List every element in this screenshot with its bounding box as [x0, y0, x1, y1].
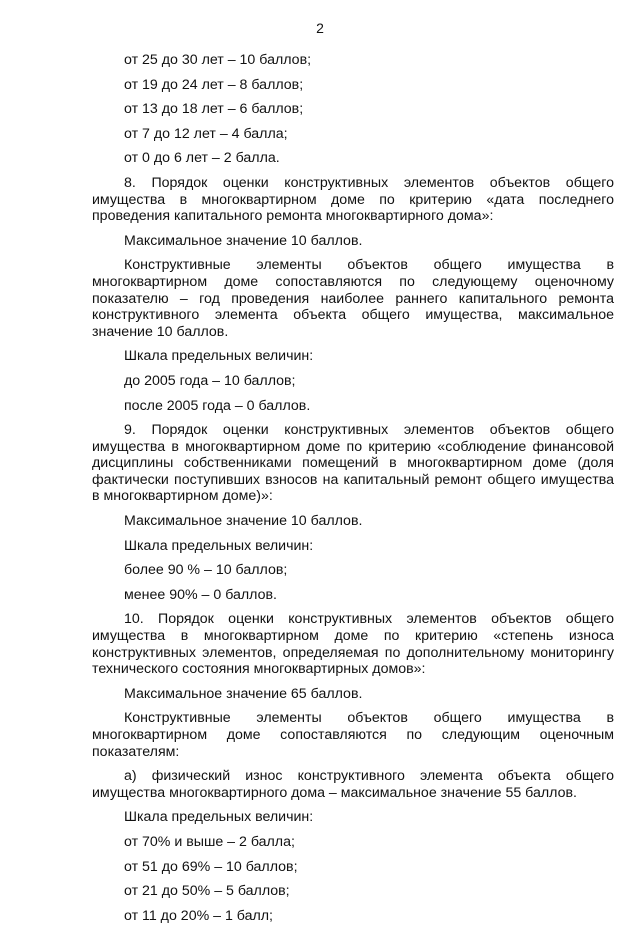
scale-item-19-24: от 19 до 24 лет – 8 баллов;	[124, 76, 304, 93]
section-9-scale-title: Шкала предельных величин:	[124, 537, 314, 554]
section-10-heading: 10. Порядок оценки конструктивных элементов объектов общего имущества в многоквартирном доме по критерию «степень износа конструктивных элементов, определяемая по дополнительному мониторингу технического состояния многоквартирных домов»:	[92, 611, 614, 678]
page-number: 2	[316, 20, 324, 36]
section-8-scale-title: Шкала предельных величин:	[124, 348, 314, 365]
section-9-scale-under-90: менее 90% – 0 баллов.	[124, 586, 277, 603]
document-body	[92, 52, 614, 932]
section-8-scale-after-2005: после 2005 года – 0 баллов.	[124, 397, 311, 414]
section-10-item-a: а) физический износ конструктивного элемента объекта общего имущества многоквартирного дома – максимальное значение 55 баллов.	[92, 768, 614, 801]
section-10-scale-11-20: от 11 до 20% – 1 балл;	[124, 907, 273, 924]
section-9-max-value: Максимальное значение 10 баллов.	[124, 513, 363, 530]
scale-item-0-6: от 0 до 6 лет – 2 балла.	[124, 150, 280, 167]
scale-item-25-30: от 25 до 30 лет – 10 баллов;	[124, 52, 312, 68]
section-8-heading: 8. Порядок оценки конструктивных элементов объектов общего имущества в многоквартирном доме по критерию «дата последнего проведения капитального ремонта многоквартирного дома»:	[92, 174, 614, 225]
section-9-scale-over-90: более 90 % – 10 баллов;	[124, 562, 288, 579]
section-10-scale-70-plus: от 70% и выше – 2 балла;	[124, 833, 295, 850]
scale-item-7-12: от 7 до 12 лет – 4 балла;	[124, 125, 288, 142]
section-10-scale-51-69: от 51 до 69% – 10 баллов;	[124, 858, 298, 875]
section-8-description: Конструктивные элементы объектов общего имущества в многоквартирном доме сопоставляются по следующему оценочному показателю – год проведения наиболее раннего капитального ремонта конструктивного элемента объекта общего имущества, максимальное значение 10 баллов.	[92, 257, 614, 340]
scale-item-13-18: от 13 до 18 лет – 6 баллов;	[124, 101, 304, 118]
section-10-max-value: Максимальное значение 65 баллов.	[124, 685, 363, 702]
section-8-max-value: Максимальное значение 10 баллов.	[124, 232, 363, 249]
section-10-scale-21-50: от 21 до 50% – 5 баллов;	[124, 883, 290, 900]
section-10-scale-title: Шкала предельных величин:	[124, 809, 314, 826]
section-9-heading: 9. Порядок оценки конструктивных элементов объектов общего имущества в многоквартирном доме по критерию «соблюдение финансовой дисциплины собственниками помещений в многоквартирном доме (доля фактически поступивших взносов на капитальный ремонт общего имущества в многоквартирном доме)»:	[92, 422, 614, 505]
section-10-description: Конструктивные элементы объектов общего имущества в многоквартирном доме сопоставляются по следующим оценочным показателям:	[92, 710, 614, 760]
section-8-scale-before-2005: до 2005 года – 10 баллов;	[124, 372, 296, 389]
